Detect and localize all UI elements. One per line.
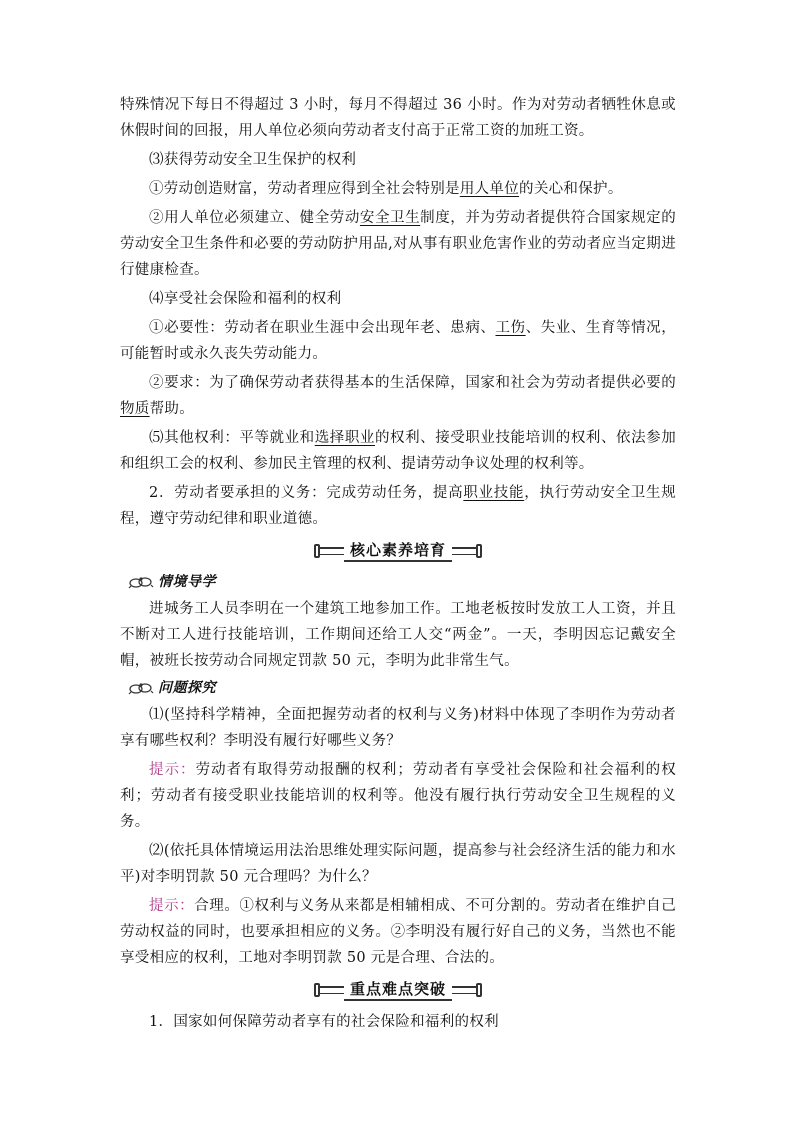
heading-insurance-right: ⑷享受社会保险和福利的权利 (149, 291, 342, 307)
section-title: 核心素养培育 (344, 540, 452, 562)
subheading-label: 情境导学 (158, 574, 216, 590)
banner-line-left (320, 986, 344, 994)
paragraph-safety-1: ①劳动创造财富，劳动者理应得到全社会特别是用人单位的关心和保护。 (149, 181, 623, 197)
hint-label: 提示： (149, 762, 196, 778)
paragraph-safety-2: ②用人单位必须建立、健全劳动安全卫生制度，并为劳动者提供符合国家规定的劳动安全卫生条件和必要的劳动防护用品,对从事有职业危害作业的劳动者应当定期进行健康检查。 (120, 210, 676, 278)
paragraph-overtime: 特殊情况下每日不得超过 3 小时，每月不得超过 36 小时。作为对劳动者牺牲休息或休假时间的回报，用人单位必须向劳动者支付高于正常工资的加班工资。 (120, 97, 676, 139)
heading-safety-right: ⑶获得劳动安全卫生保护的权利 (149, 152, 357, 168)
section-title: 重点难点突破 (344, 979, 452, 1001)
question-1: ⑴(坚持科学精神，全面把握劳动者的权利与义务)材料中体现了李明作为劳动者享有哪些权利？李明没有履行好哪些义务？ (120, 707, 676, 749)
underlined-term: 职业技能 (463, 485, 525, 501)
underlined-term: 物质 (120, 401, 150, 417)
underlined-term: 用人单位 (459, 181, 520, 197)
hint-label: 提示： (149, 898, 195, 914)
subheading-scenario (128, 570, 676, 594)
section-banner-key-points (120, 977, 676, 1003)
answer-2: 提示：合理。①权利与义务从来都是相辅相成、不可分割的。劳动者在维护自己劳动权益的同时，也要承担相应的义务。②李明没有履行好自己的义务，当然也不能享受相应的权利，工地对李明罚款 50 元是合理、合法的。 (120, 898, 676, 966)
banner-cap-right (476, 544, 482, 558)
section-banner-core (120, 538, 676, 564)
document-body (120, 92, 676, 1035)
subheading-inquiry (128, 676, 676, 700)
answer-1: 提示：劳动者有取得劳动报酬的权利；劳动者有享受社会保险和社会福利的权利；劳动者有接受职业技能培训的权利等。他没有履行执行劳动安全卫生规程的义务。 (120, 762, 677, 830)
underlined-term: 工伤 (495, 320, 526, 336)
banner-line-left (320, 547, 344, 555)
underlined-term: 选择职业 (314, 430, 375, 446)
paragraph-obligations: 2．劳动者要承担的义务：完成劳动任务，提高职业技能，执行劳动安全卫生规程，遵守劳动纪律和职业道德。 (120, 485, 677, 527)
banner-cap-right (476, 983, 482, 997)
paragraph-other-rights: ⑸其他权利：平等就业和选择职业的权利、接受职业技能培训的权利、依法参加和组织工会的权利、参加民主管理的权利、提请劳动争议处理的权利等。 (120, 430, 677, 472)
paragraph-insurance-2: ②要求：为了确保劳动者获得基本的生活保障，国家和社会为劳动者提供必要的物质帮助。 (120, 375, 676, 417)
paragraph-insurance-1: ①必要性：劳动者在职业生涯中会出现年老、患病、工伤、失业、生育等情况，可能暂时或永久丧失劳动能力。 (120, 320, 677, 362)
underlined-term: 安全卫生 (359, 210, 421, 226)
banner-line-right (452, 986, 476, 994)
subheading-label: 问题探究 (158, 680, 216, 696)
hands-icon (128, 574, 154, 590)
key-point-1: 1．国家如何保障劳动者享有的社会保险和福利的权利 (149, 1014, 499, 1030)
hands-icon (128, 680, 154, 696)
scenario-paragraph: 进城务工人员李明在一个建筑工地参加工作。工地老板按时发放工人工资，并且不断对工人进行技能培训，工作期间还给工人交“两金”。一天，李明因忘记戴安全帽，被班长按劳动合同规定罚款 50 元，李明为此非常生气。 (120, 601, 676, 669)
question-2: ⑵(依托具体情境运用法治思维处理实际问题，提高参与社会经济生活的能力和水平)对李明罚款 50 元合理吗？为什么？ (120, 843, 676, 885)
banner-line-right (452, 547, 476, 555)
